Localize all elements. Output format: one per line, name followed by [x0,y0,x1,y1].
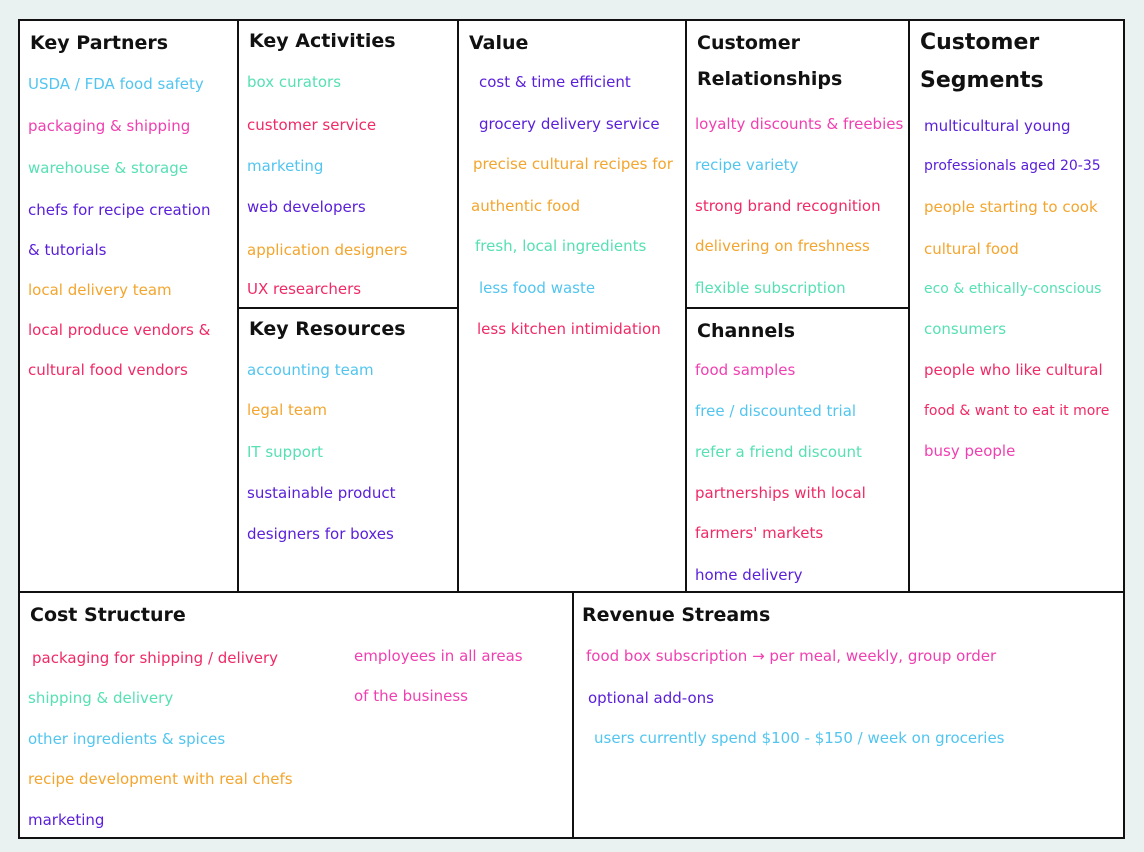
customer-segments-item: people starting to cook [924,198,1098,216]
key-activities-item: customer service [247,116,377,134]
key-partners-item: chefs for recipe creation [28,201,211,219]
key-resources-item: sustainable product [247,484,396,502]
value-item: precise cultural recipes for [473,155,673,173]
channels-title: Channels [697,320,796,342]
channels-section [685,307,910,593]
key-resources-item: accounting team [247,361,374,379]
customer-segments-title-line2: Segments [920,68,1044,93]
value-section [457,19,687,593]
customer-segments-item: cultural food [924,240,1019,258]
cost-structure-item: marketing [28,811,105,829]
customer-segments-item: eco & ethically-conscious [924,281,1102,297]
key-partners-section [18,19,239,593]
key-resources-item: legal team [247,401,327,419]
key-resources-title: Key Resources [249,318,406,340]
key-activities-item: application designers [247,241,408,259]
value-item: authentic food [471,197,581,215]
customer-relationships-item: strong brand recognition [695,197,881,215]
customer-segments-item: people who like cultural [924,361,1103,379]
customer-segments-item: professionals aged 20-35 [924,158,1101,174]
cost-structure-section [18,591,574,839]
channels-item: refer a friend discount [695,443,862,461]
revenue-streams-item: users currently spend $100 - $150 / week on groceries [594,729,1005,747]
customer-relationships-section [685,19,910,309]
channels-item: partnerships with local [695,484,866,502]
value-item: less food waste [479,279,596,297]
customer-segments-item: busy people [924,442,1016,460]
key-partners-item: local delivery team [28,281,172,299]
channels-item: farmers' markets [695,524,824,542]
key-activities-item: marketing [247,157,324,175]
cost-structure-item: shipping & delivery [28,689,174,707]
customer-segments-item: food & want to eat it more [924,403,1110,419]
customer-segments-title-line1: Customer [920,30,1040,55]
cost-structure-title: Cost Structure [30,604,186,626]
revenue-streams-section [572,591,1125,839]
key-partners-item: & tutorials [28,241,107,259]
value-item: fresh, local ingredients [475,237,647,255]
value-item: less kitchen intimidation [477,320,661,338]
customer-segments-item: consumers [924,320,1007,338]
cost-structure-item: employees in all areas [354,647,523,665]
key-partners-item: packaging & shipping [28,117,191,135]
customer-relationships-item: recipe variety [695,156,799,174]
revenue-streams-item: food box subscription → per meal, weekly, group order [586,647,997,665]
customer-relationships-title-line1: Customer [697,32,800,54]
key-activities-title: Key Activities [249,30,396,52]
key-activities-item: box curators [247,73,342,91]
value-item: grocery delivery service [479,115,660,133]
customer-relationships-item: loyalty discounts & freebies [695,115,904,133]
key-activities-item: UX researchers [247,280,362,298]
customer-relationships-item: delivering on freshness [695,237,870,255]
revenue-streams-item: optional add-ons [588,689,714,707]
key-partners-title: Key Partners [30,32,169,54]
revenue-streams-title: Revenue Streams [582,604,771,626]
channels-item: food samples [695,361,796,379]
key-partners-item: USDA / FDA food safety [28,75,204,93]
value-item: cost & time efficient [479,73,631,91]
value-title: Value [469,32,529,54]
key-partners-item: local produce vendors & [28,321,211,339]
key-partners-item: warehouse & storage [28,159,188,177]
business-model-canvas [18,19,1125,839]
key-resources-section [237,307,459,593]
customer-relationships-item: flexible subscription [695,279,846,297]
channels-item: free / discounted trial [695,402,857,420]
key-activities-section [237,19,459,309]
key-resources-item: IT support [247,443,323,461]
customer-segments-item: multicultural young [924,117,1071,135]
cost-structure-item: of the business [354,687,468,705]
cost-structure-item: recipe development with real chefs [28,770,293,788]
cost-structure-item: other ingredients & spices [28,730,226,748]
key-partners-item: cultural food vendors [28,361,188,379]
key-activities-item: web developers [247,198,366,216]
cost-structure-item: packaging for shipping / delivery [32,649,279,667]
customer-segments-section [908,19,1125,593]
key-resources-item: designers for boxes [247,525,394,543]
customer-relationships-title-line2: Relationships [697,68,843,90]
channels-item: home delivery [695,566,803,584]
